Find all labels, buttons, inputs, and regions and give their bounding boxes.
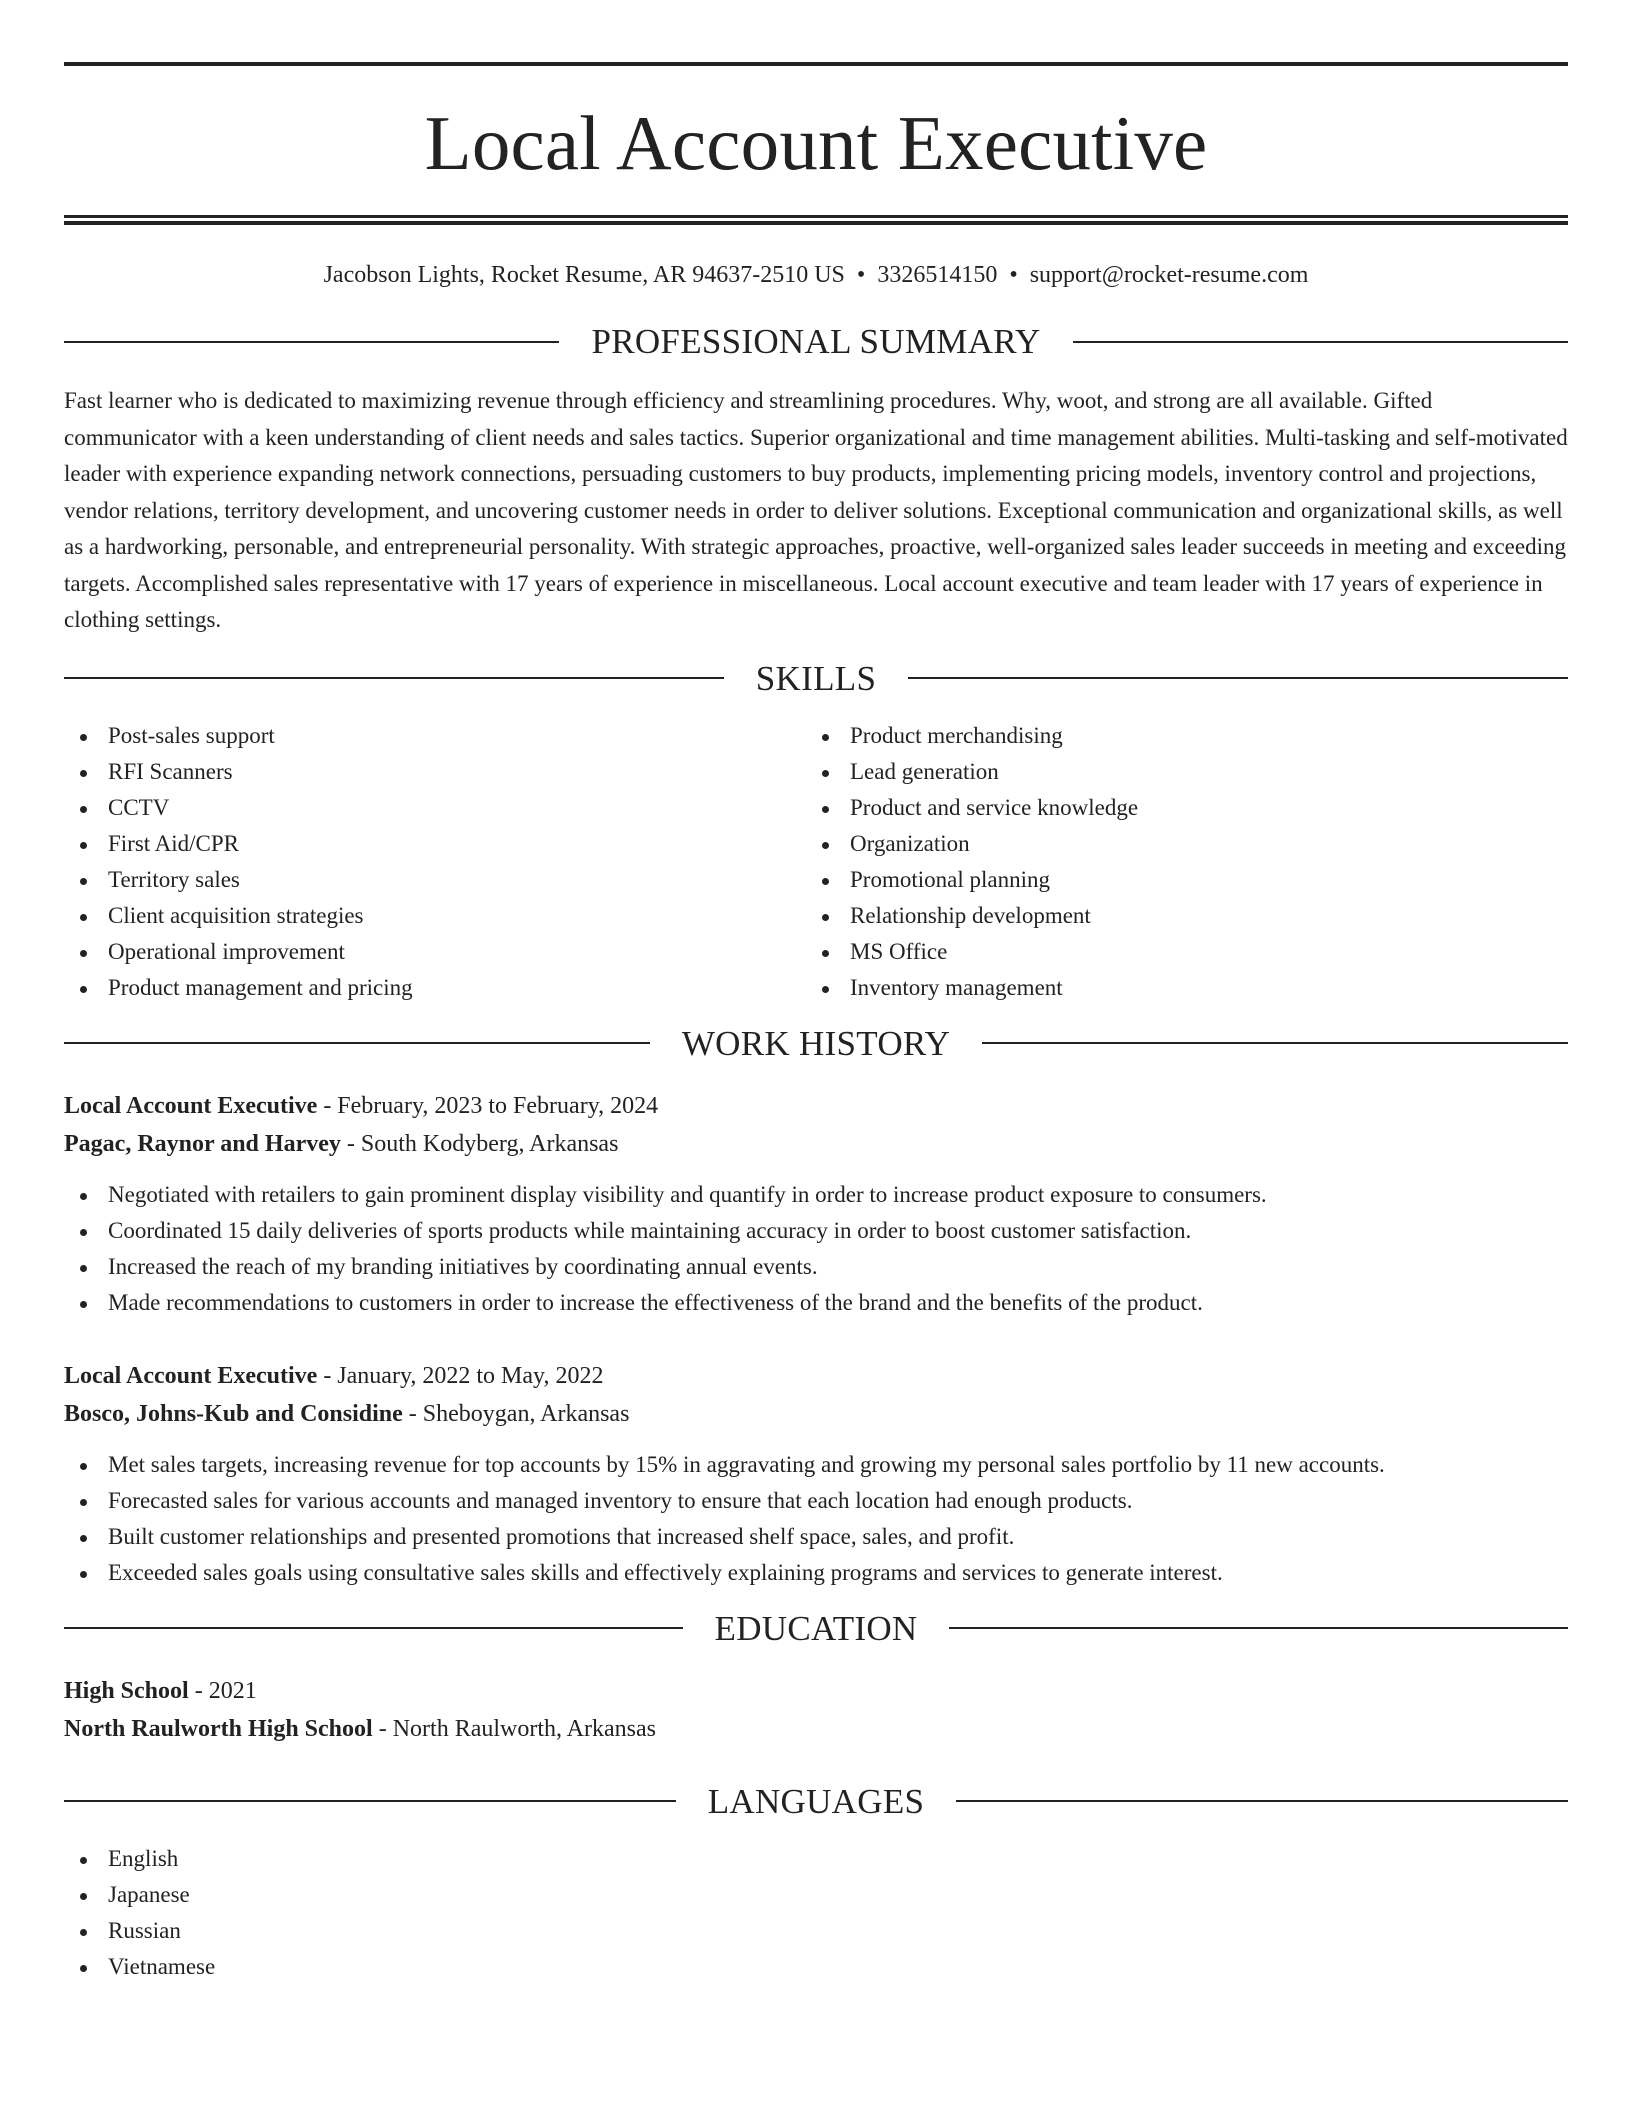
job-entry [64, 1357, 1568, 1591]
job-company: Bosco, Johns-Kub and Considine [64, 1400, 403, 1427]
job-dates: - January, 2022 to May, 2022 [317, 1362, 604, 1389]
job-title: Local Account Executive [64, 1362, 318, 1389]
section-heading-languages [64, 1781, 1568, 1821]
job-title-line [64, 1087, 1568, 1125]
skills-list-left [64, 718, 806, 1006]
contact-address: Jacobson Lights, Rocket Resume, AR 94637-2510 US [323, 262, 845, 288]
heading-rule [908, 677, 1568, 679]
heading-rule [64, 1800, 676, 1802]
section-title: PROFESSIONAL SUMMARY [591, 322, 1041, 361]
education-school: North Raulworth High School [64, 1715, 373, 1742]
contact-line [64, 263, 1568, 287]
section-heading-summary [64, 324, 1568, 359]
language-item: Vietnamese [64, 1949, 1568, 1985]
skill-item: Product and service knowledge [806, 790, 1548, 826]
skill-item: Lead generation [806, 754, 1548, 790]
heading-rule [64, 341, 559, 343]
education-location: - North Raulworth, Arkansas [372, 1715, 656, 1742]
job-company-line [64, 1125, 1568, 1163]
section-title: EDUCATION [714, 1608, 918, 1648]
job-dates: - February, 2023 to February, 2024 [317, 1092, 659, 1119]
contact-separator: • [1009, 262, 1018, 288]
job-entry [64, 1087, 1568, 1321]
top-rule [64, 62, 1568, 66]
heading-rule [1073, 341, 1568, 343]
section-title: LANGUAGES [707, 1781, 925, 1821]
job-bullet: Built customer relationships and presented promotions that increased shelf space, sales, and profit. [64, 1519, 1568, 1555]
skill-item: Post-sales support [64, 718, 806, 754]
education-year: - 2021 [188, 1677, 257, 1704]
job-bullet: Made recommendations to customers in order to increase the effectiveness of the brand and the benefits of the product. [64, 1285, 1568, 1321]
job-bullet: Forecasted sales for various accounts and managed inventory to ensure that each location had enough products. [64, 1483, 1568, 1519]
heading-rule [64, 1042, 650, 1044]
job-company: Pagac, Raynor and Harvey [64, 1130, 341, 1157]
section-heading-skills [64, 658, 1568, 698]
contact-separator: • [856, 262, 866, 288]
skill-item: Organization [806, 826, 1548, 862]
contact-email: support@rocket-resume.com [1029, 262, 1309, 288]
double-rule [64, 215, 1568, 225]
summary-text: Fast learner who is dedicated to maximizing revenue through efficiency and streamlining procedures. Why, woot, and strong are all available. Gifted communicator with a keen understanding of client needs and sales tactics. Superior organizational and time management abilities. Multi-tasking and self-motivated leader with experience expanding network connections, persuading customers to buy products, implementing pricing models, inventory control and projections, vendor relations, territory development, and uncovering customer needs in order to deliver solutions. Exceptional communication and organizational skills, as well as a hardworking, personable, and entrepreneurial personality. With strategic approaches, proactive, well-organized sales leader succeeds in meeting and exceeding targets. Accomplished sales representative with 17 years of experience in miscellaneous. Local account executive and team leader with 17 years of experience in clothing settings. [64, 388, 1568, 632]
education-degree: High School [64, 1677, 189, 1704]
skill-item: Inventory management [806, 970, 1548, 1006]
skill-item: Client acquisition strategies [64, 898, 806, 934]
skill-item: Territory sales [64, 862, 806, 898]
skill-item: CCTV [64, 790, 806, 826]
job-bullets [64, 1177, 1568, 1321]
heading-rule [949, 1627, 1568, 1629]
section-heading-work-history [64, 1023, 1568, 1063]
job-bullet: Negotiated with retailers to gain prominent display visibility and quantify in order to increase product exposure to consumers. [64, 1177, 1568, 1213]
language-item: English [64, 1841, 1568, 1877]
job-company-line [64, 1395, 1568, 1433]
skill-item: Operational improvement [64, 934, 806, 970]
language-item: Russian [64, 1913, 1568, 1949]
language-item: Japanese [64, 1877, 1568, 1913]
job-bullets [64, 1447, 1568, 1591]
skill-item: Product merchandising [806, 718, 1548, 754]
contact-phone: 3326514150 [877, 262, 998, 288]
job-bullet: Met sales targets, increasing revenue for top accounts by 15% in aggravating and growing my personal sales portfolio by 11 new accounts. [64, 1447, 1568, 1483]
job-bullet: Exceeded sales goals using consultative sales skills and effectively explaining programs and services to generate interest. [64, 1555, 1568, 1591]
job-location: - Sheboygan, Arkansas [402, 1400, 630, 1427]
education-school-line [64, 1710, 1568, 1748]
education-degree-line [64, 1672, 1568, 1710]
section-title: WORK HISTORY [681, 1023, 951, 1063]
education-entry [64, 1672, 1568, 1748]
skill-item: First Aid/CPR [64, 826, 806, 862]
job-bullet: Increased the reach of my branding initiatives by coordinating annual events. [64, 1249, 1568, 1285]
job-title-line [64, 1357, 1568, 1395]
skill-item: MS Office [806, 934, 1548, 970]
heading-rule [956, 1800, 1568, 1802]
job-location: - South Kodyberg, Arkansas [340, 1130, 619, 1157]
skills-list-right [806, 718, 1548, 1006]
heading-rule [982, 1042, 1568, 1044]
skill-item: Promotional planning [806, 862, 1548, 898]
job-title: Local Account Executive [64, 1092, 318, 1119]
section-heading-education [64, 1608, 1568, 1648]
skills-columns [64, 718, 1568, 1006]
section-title: SKILLS [755, 658, 877, 698]
heading-rule [64, 677, 724, 679]
job-bullet: Coordinated 15 daily deliveries of sports products while maintaining accuracy in order to boost customer satisfaction. [64, 1213, 1568, 1249]
skill-item: Relationship development [806, 898, 1548, 934]
languages-list [64, 1841, 1568, 1985]
skill-item: RFI Scanners [64, 754, 806, 790]
heading-rule [64, 1627, 683, 1629]
skill-item: Product management and pricing [64, 970, 806, 1006]
resume-title: Local Account Executive [424, 100, 1208, 186]
